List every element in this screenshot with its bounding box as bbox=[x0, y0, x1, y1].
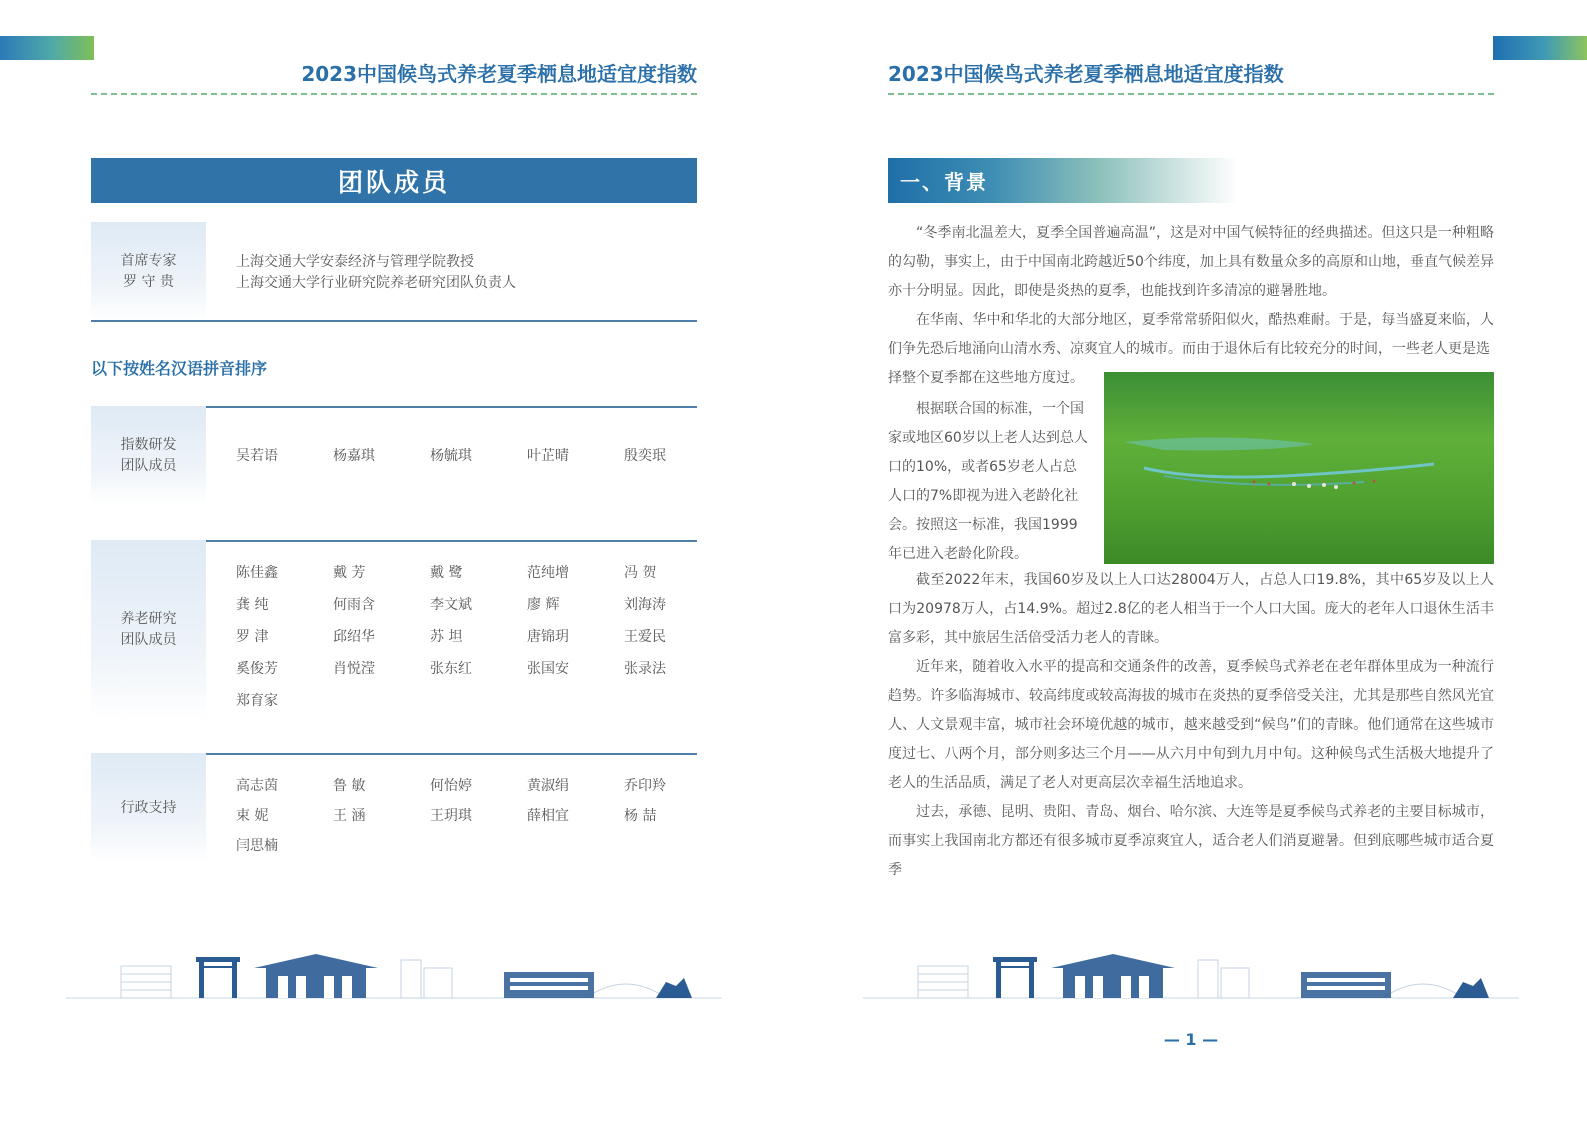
member-name: 王 涵 bbox=[333, 808, 366, 824]
research-team-block bbox=[91, 540, 697, 720]
member-name: 殷奕珉 bbox=[624, 448, 666, 464]
header-divider bbox=[91, 93, 697, 95]
member-name: 刘海涛 bbox=[624, 597, 666, 613]
member-name: 王爱民 bbox=[624, 629, 666, 645]
member-name: 龚 纯 bbox=[236, 597, 269, 613]
admin-team-names bbox=[236, 771, 721, 861]
body-text-bottom bbox=[888, 566, 1494, 885]
member-name: 廖 辉 bbox=[527, 597, 560, 613]
chief-label-name: 罗 守 贵 bbox=[123, 274, 174, 290]
header-divider bbox=[888, 93, 1494, 95]
member-name: 戴 鹭 bbox=[430, 565, 463, 581]
paragraph: 近年来，随着收入水平的提高和交通条件的改善，夏季候鸟式养老在老年群体里成为一种流行趋势。许多临海城市、较高纬度或较高海拔的城市在炎热的夏季倍受关注，尤其是那些自然风光宜人、人文景观丰富，城市社会环境优越的城市，越来越受到“候鸟”们的青睐。他们通常在这些城市度过七、八两个月，部分则多达三个月——从六月中旬到九月中旬。这种候鸟式生活极大地提升了老人的生活品质，满足了老人对更高层次幸福生活地追求。 bbox=[888, 659, 1494, 791]
corner-accent-left bbox=[0, 36, 94, 60]
research-team-names bbox=[236, 557, 721, 717]
chief-label-title: 首席专家 bbox=[120, 253, 177, 269]
member-name: 张国安 bbox=[527, 661, 569, 677]
section-heading: 一、背景 bbox=[888, 158, 1238, 203]
running-title: 2023中国候鸟式养老夏季栖息地适宜度指数 bbox=[888, 62, 1284, 86]
member-name: 张东红 bbox=[430, 661, 472, 677]
member-name: 郑育家 bbox=[236, 693, 278, 709]
admin-team-label bbox=[91, 753, 206, 863]
paragraph: 过去，承德、昆明、贵阳、青岛、烟台、哈尔滨、大连等是夏季候鸟式养老的主要目标城市，而事实上我国南北方都还有很多城市夏季凉爽宜人，适合老人们消夏避暑。但到底哪些城市适合夏季 bbox=[888, 804, 1494, 878]
member-name: 戴 芳 bbox=[333, 565, 366, 581]
member-name: 黄淑绢 bbox=[527, 778, 569, 794]
member-name: 肖悦滢 bbox=[333, 661, 375, 677]
running-title: 2023中国候鸟式养老夏季栖息地适宜度指数 bbox=[301, 62, 697, 86]
member-name: 奚俊芳 bbox=[236, 661, 278, 677]
member-name: 何雨含 bbox=[333, 597, 375, 613]
corner-accent-right bbox=[1493, 36, 1587, 60]
index-team-label-line: 团队成员 bbox=[120, 458, 177, 474]
chief-title-line: 上海交通大学行业研究院养老研究团队负责人 bbox=[236, 275, 516, 291]
research-team-label-line: 养老研究 bbox=[120, 611, 177, 627]
admin-team-label-text: 行政支持 bbox=[120, 799, 177, 816]
chief-divider bbox=[91, 320, 697, 322]
member-name: 邱绍华 bbox=[333, 629, 375, 645]
paragraph: 截至2022年末，我国60岁及以上人口达28004万人，占总人口19.8%，其中65岁及以上人口为20978万人，占14.9%。超过2.8亿的老人相当于一个人口大国。庞大的老年人口退休生活丰富多彩，其中旅居生活倍受活力老人的青睐。 bbox=[888, 572, 1494, 646]
member-name: 王玥琪 bbox=[430, 808, 472, 824]
index-team-names bbox=[236, 446, 721, 466]
chief-block bbox=[91, 222, 697, 322]
member-name: 唐锦玥 bbox=[527, 629, 569, 645]
member-name: 高志茵 bbox=[236, 778, 278, 794]
campus-skyline-illustration bbox=[66, 950, 722, 1006]
paragraph: 根据联合国的标准，一个国家或地区60岁以上老人达到总人口的10%，或者65岁老人占总人口的7%即视为进入老龄化社会。按照这一标准，我国1999年已进入老龄化阶段。 bbox=[888, 401, 1088, 562]
wrapped-paragraph bbox=[888, 395, 1088, 569]
member-name: 乔印羚 bbox=[624, 778, 666, 794]
paragraph: 在华南、华中和华北的大部分地区，夏季常常骄阳似火，酷热难耐。于是，每当盛夏来临，人们争先恐后地涌向山清水秀、凉爽宜人的城市。而由于退休后有比较充分的时间，一些老人更是选 bbox=[888, 312, 1494, 357]
member-name: 叶芷晴 bbox=[527, 448, 569, 464]
member-name: 闫思楠 bbox=[236, 838, 278, 854]
chief-titles bbox=[236, 252, 516, 294]
index-team-label-line: 指数研发 bbox=[120, 437, 177, 453]
member-name: 杨嘉琪 bbox=[333, 448, 375, 464]
member-name: 束 妮 bbox=[236, 808, 269, 824]
left-page bbox=[91, 0, 697, 1123]
member-name: 杨毓琪 bbox=[430, 448, 472, 464]
member-name: 鲁 敏 bbox=[333, 778, 366, 794]
body-text-top bbox=[888, 219, 1494, 393]
sort-note: 以下按姓名汉语拼音排序 bbox=[91, 359, 268, 378]
member-name: 苏 坦 bbox=[430, 629, 463, 645]
research-team-label-line: 团队成员 bbox=[120, 632, 177, 648]
member-name: 陈佳鑫 bbox=[236, 565, 278, 581]
campus-skyline-illustration bbox=[863, 950, 1519, 1006]
member-name: 范纯增 bbox=[527, 565, 569, 581]
chief-title-line: 上海交通大学安泰经济与管理学院教授 bbox=[236, 254, 474, 270]
index-team-label bbox=[91, 406, 206, 506]
paragraph: “冬季南北温差大，夏季全国普遍高温”，这是对中国气候特征的经典描述。但这只是一种粗略的勾勒，事实上，由于中国南北跨越近50个纬度，加上具有数量众多的高原和山地，垂直气候差异亦十分明显。因此，即使是炎热的夏季，也能找到许多清凉的避暑胜地。 bbox=[888, 225, 1494, 299]
member-name: 何怡婷 bbox=[430, 778, 472, 794]
research-team-label bbox=[91, 540, 206, 720]
index-team-block bbox=[91, 406, 697, 506]
member-name: 吴若语 bbox=[236, 448, 278, 464]
team-banner: 团队成员 bbox=[91, 158, 697, 203]
member-name: 罗 津 bbox=[236, 629, 269, 645]
page-number: — 1 — bbox=[1163, 1030, 1219, 1049]
member-name: 薛相宜 bbox=[527, 808, 569, 824]
member-name: 冯 贺 bbox=[624, 565, 657, 581]
paragraph: 择整个夏季都在这些地方度过。 bbox=[888, 370, 1084, 386]
member-name: 杨 喆 bbox=[624, 808, 657, 824]
chief-label bbox=[91, 222, 206, 322]
right-page bbox=[888, 0, 1494, 1123]
grassland-photo bbox=[1104, 372, 1494, 564]
admin-team-block bbox=[91, 753, 697, 863]
member-name: 李文斌 bbox=[430, 597, 472, 613]
member-name: 张录法 bbox=[624, 661, 666, 677]
